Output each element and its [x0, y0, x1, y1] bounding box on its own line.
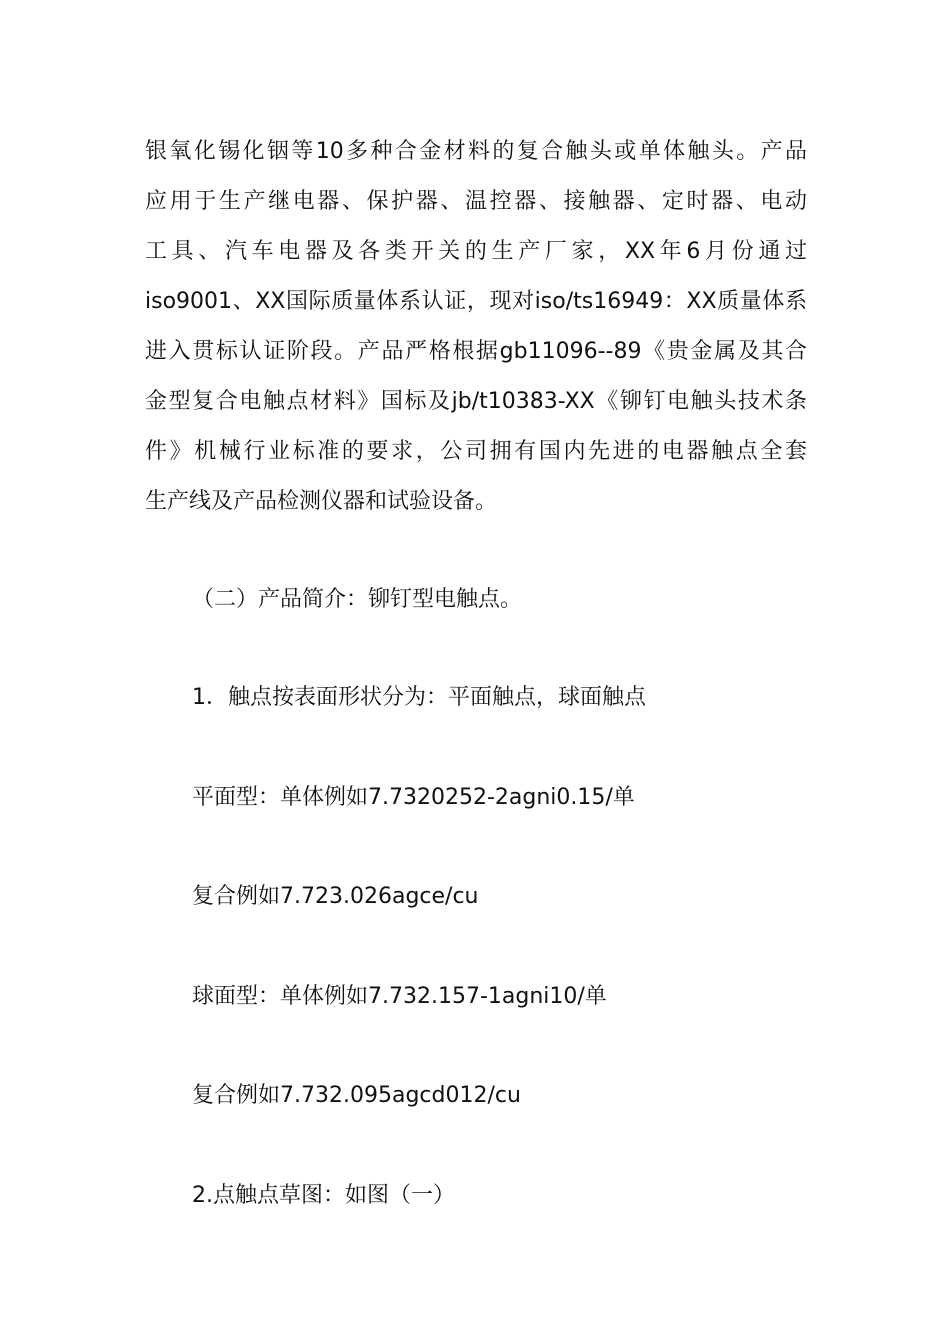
- paragraph-line: 进入贯标认证阶段。产品严格根据gb11096--89《贵金属及其合: [145, 339, 807, 364]
- list-item: 2.点触点草图：如图（一）: [192, 1183, 455, 1208]
- paragraph-line: 应用于生产继电器、保护器、温控器、接触器、定时器、电动: [145, 189, 807, 214]
- paragraph-line: 件》机械行业标准的要求，公司拥有国内先进的电器触点全套: [145, 439, 807, 464]
- list-item: 平面型：单体例如7.7320252-2agni0.15/单: [192, 785, 635, 810]
- paragraph-line: 工具、汽车电器及各类开关的生产厂家，XX年6月份通过: [145, 239, 807, 264]
- list-item: 复合例如7.732.095agcd012/cu: [192, 1083, 521, 1108]
- section-heading: （二）产品简介：铆钉型电触点。: [192, 587, 523, 612]
- paragraph-line: 银氧化锡化铟等10多种合金材料的复合触头或单体触头。产品: [145, 139, 807, 164]
- intro-paragraph: [145, 127, 807, 527]
- list-item: 球面型：单体例如7.732.157-1agni10/单: [192, 984, 607, 1009]
- list-item: 复合例如7.723.026agce/cu: [192, 884, 479, 909]
- paragraph-line: iso9001、XX国际质量体系认证，现对iso/ts16949：XX质量体系: [145, 289, 807, 314]
- paragraph-line: 金型复合电触点材料》国标及jb/t10383-XX《铆钉电触头技术条: [145, 389, 807, 414]
- paragraph-line: 生产线及产品检测仪器和试验设备。: [145, 489, 498, 514]
- list-item: 1．触点按表面形状分为：平面触点，球面触点: [192, 685, 646, 710]
